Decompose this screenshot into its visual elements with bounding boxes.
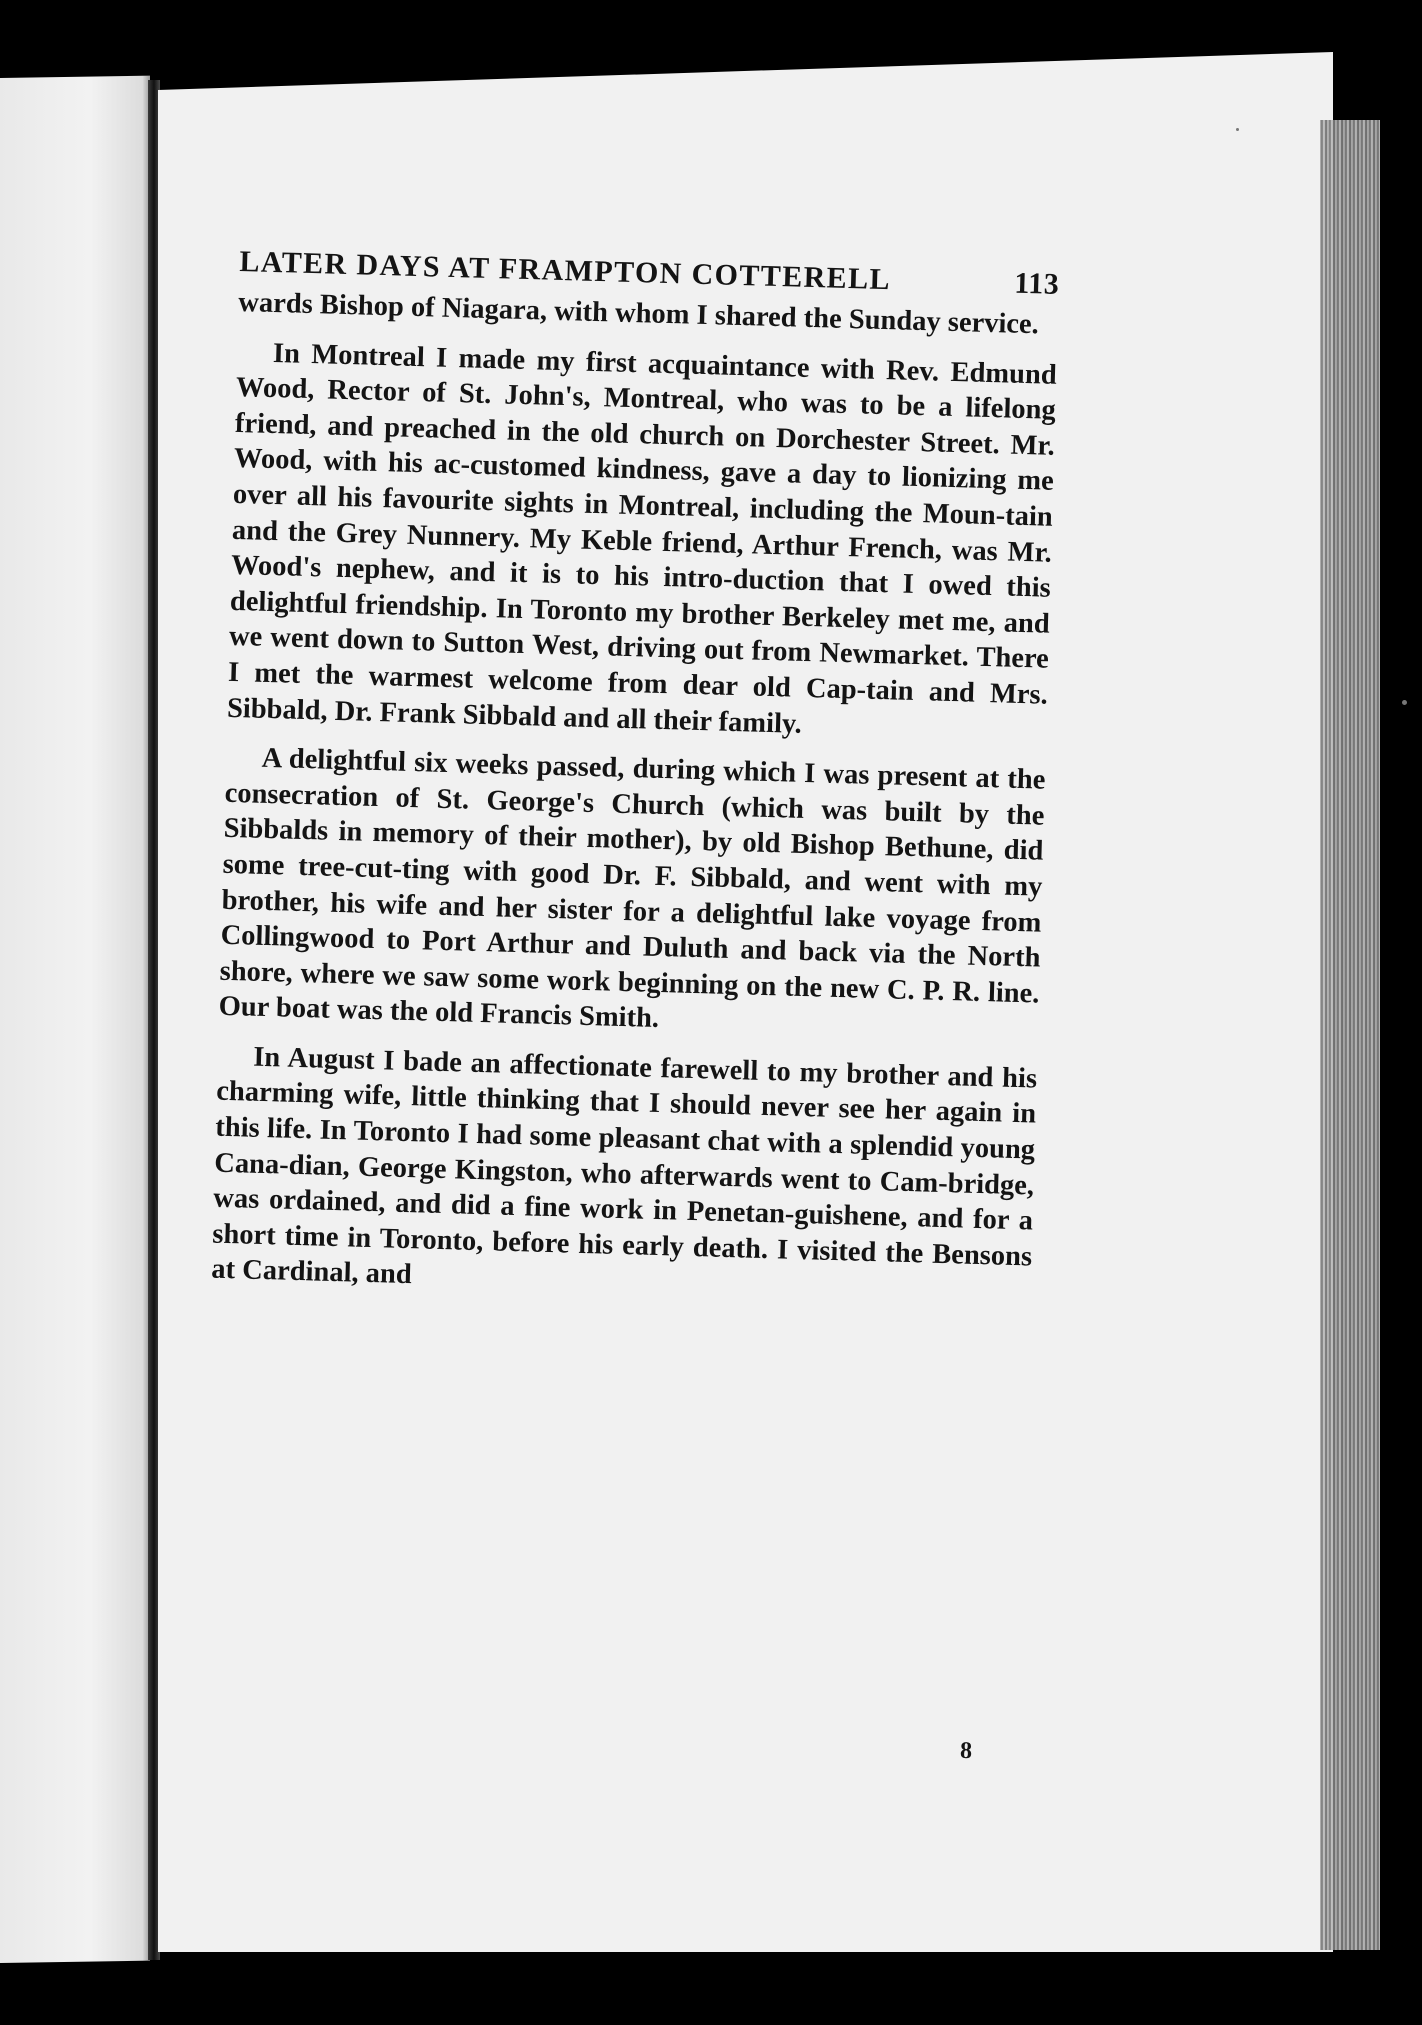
paragraph-montreal: In Montreal I made my first acquaintance with Rev. Edmund Wood, Rector of St. John's, Montreal, who was to be a lifelong friend, and preached in the old church on Dorchester Street. Mr. Wood, with his ac-customed kindness, gave a day to lionizing me over all his favourite sights in Montreal, including the Moun-tain and the Grey Nunnery. My Keble friend, Arthur French, was Mr. Wood's nephew, and it is to his intro-duction that I owed this delightful friendship. In Toronto my brother Berkeley met me, and we went down to Sutton West, driving out from Newmarket. There I met the warmest welcome from dear old Cap-tain and Mrs. Sibbald, Dr. Frank Sibbald and all their family. [226, 337, 1058, 740]
page-text-block [210, 245, 1059, 1325]
dust-speck [1402, 700, 1407, 705]
paragraph-august: In August I bade an affectionate farewell to my brother and his charming wife, little thinking that I should never see her again in this life. In Toronto I had some pleasant chat with a splendid young Cana-dian, George Kingston, who afterwards went to Cam-bridge, was ordained, and did a fine work in Penetan-guishene, and for a short time in Toronto, before his early death. I visited the Bensons at Cardinal, and [210, 1041, 1038, 1291]
dust-speck [1236, 128, 1239, 131]
paragraph-continuation: wards Bishop of Niagara, with whom I shared the Sunday service. [237, 286, 1040, 341]
page-number: 113 [1013, 266, 1060, 301]
running-title: LATER DAYS AT FRAMPTON COTTERELL [239, 245, 892, 297]
left-page-edge [0, 76, 150, 1963]
paragraph-six-weeks: A delightful six weeks passed, during which I was present at the consecration of St. George's Church (which was built by the Sibbalds in memory of their mother), by old Bishop Bethune, did some tree-cut-ting with good Dr. F. Sibbald, and went with my brother, his wife and her sister for a delightful lake voyage from Collingwood to Port Arthur and Duluth and back via the North shore, where we saw some work beginning on the new C. P. R. line. Our boat was the old Francis Smith. [218, 742, 1046, 1035]
signature-mark: 8 [959, 1737, 973, 1765]
page-stack-edge [1320, 120, 1380, 1950]
